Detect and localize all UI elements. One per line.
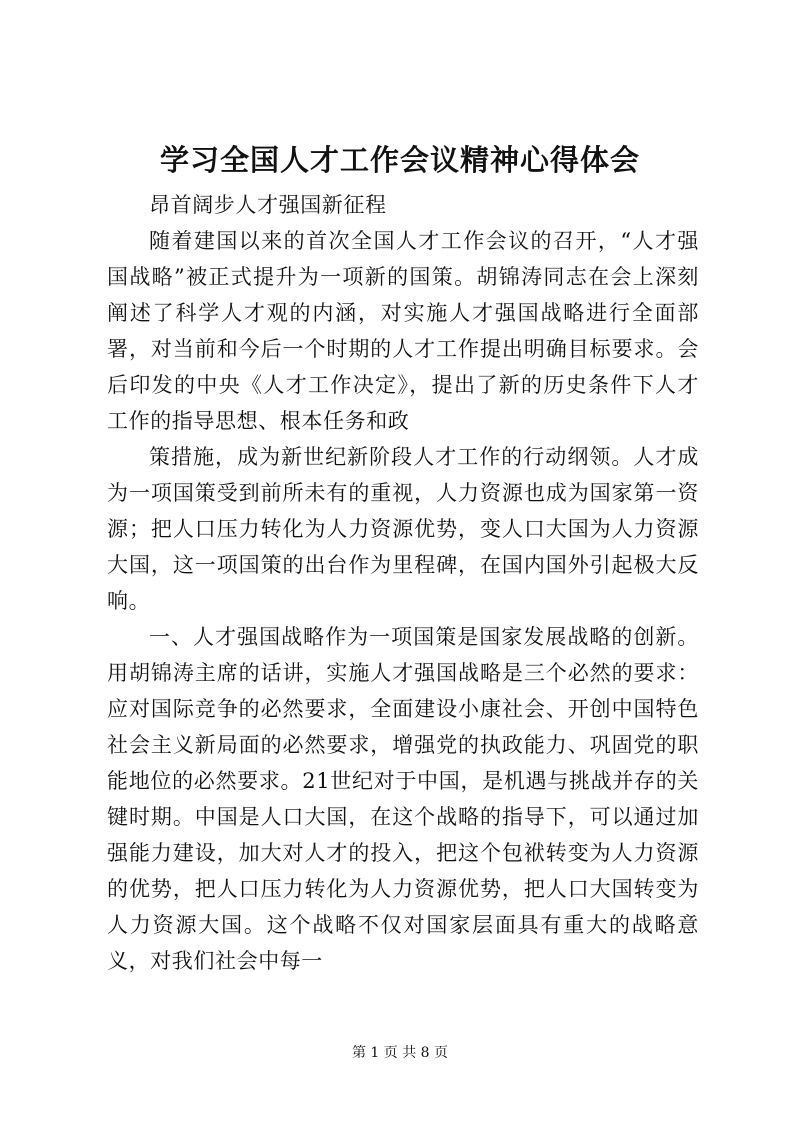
page-number-footer: 第 1 页 共 8 页 (351, 1045, 449, 1061)
document-title: 学习全国人才工作会议精神心得体会 (159, 143, 640, 177)
body-paragraph: 策措施，成为新世纪新阶段人才工作的行动纲领。人才成为一项国策受到前所未有的重视，人力资源也成为国家第一资源；把人口压力转化为人力资源优势，变人口大国为人力资源大国，这一项国策的出台作为里程碑，在国内国外引起极大反响。 (107, 445, 699, 613)
document-body (107, 187, 699, 979)
body-paragraph: 随着建国以来的首次全国人才工作会议的召开，“人才强国战略”被正式提升为一项新的国策。胡锦涛同志在会上深刻阐述了科学人才观的内涵，对实施人才强国战略进行全面部署，对当前和今后一个时期的人才工作提出明确目标要求。会后印发的中央《人才工作决定》，提出了新的历史条件下人才工作的指导思想、根本任务和政 (107, 229, 699, 433)
subtitle-paragraph: 昂首阔步人才强国新征程 (149, 193, 387, 217)
body-paragraph: 一、人才强国战略作为一项国策是国家发展战略的创新。用胡锦涛主席的话讲，实施人才强国战略是三个必然的要求：应对国际竞争的必然要求，全面建设小康社会、开创中国特色社会主义新局面的必然要求，增强党的执政能力、巩固党的职能地位的必然要求。21世纪对于中国，是机遇与挑战并存的关键时期。中国是人口大国，在这个战略的指导下，可以通过加强能力建设，加大对人才的投入，把这个包袱转变为人力资源的优势，把人口压力转化为人力资源优势，把人口大国转变为人力资源大国。这个战略不仅对国家层面具有重大的战略意义，对我们社会中每一 (107, 625, 699, 973)
